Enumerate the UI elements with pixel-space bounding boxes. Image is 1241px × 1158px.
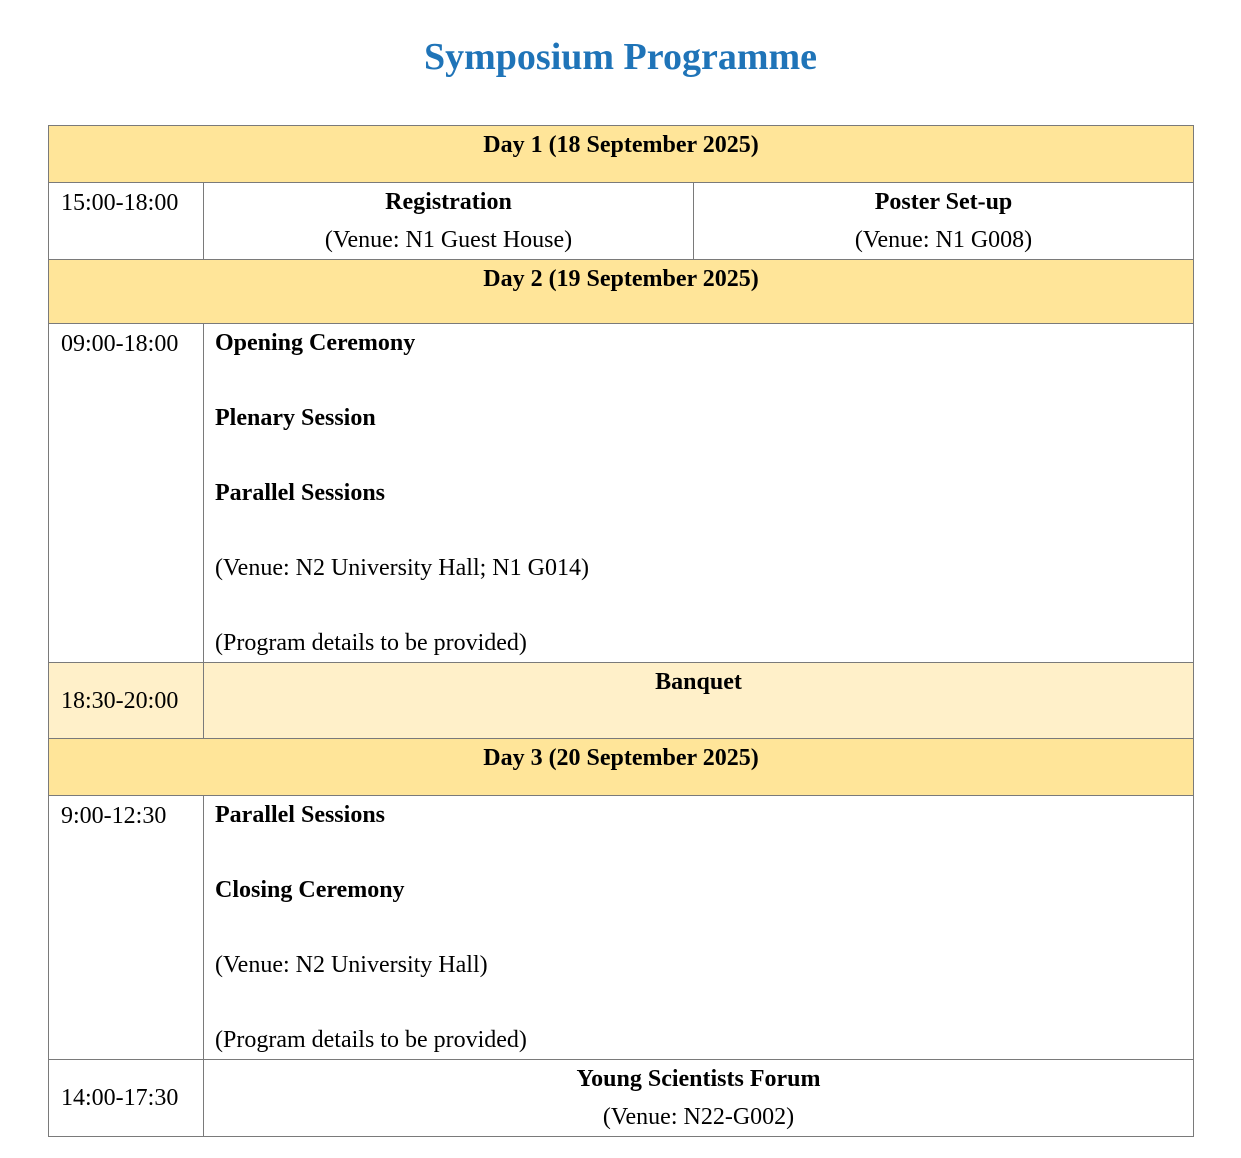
event-title: Plenary Session (215, 405, 376, 431)
event-cell (204, 1060, 1194, 1137)
event-cell (204, 324, 1194, 663)
event-title: Closing Ceremony (215, 877, 405, 903)
event-cell (204, 796, 1194, 1060)
event-cell (204, 183, 694, 260)
event-title: Banquet (204, 663, 1194, 739)
programme-table (48, 125, 1194, 1137)
time-cell: 15:00-18:00 (49, 183, 204, 260)
day-heading: Day 3 (20 September 2025) (49, 739, 1194, 796)
day-heading: Day 2 (19 September 2025) (49, 260, 1194, 324)
schedule-row (49, 663, 1194, 739)
day-heading-row (49, 260, 1194, 324)
event-title: Parallel Sessions (215, 480, 386, 506)
time-cell: 9:00-12:30 (49, 796, 204, 1060)
schedule-row (49, 796, 1194, 1060)
event-title: Parallel Sessions (215, 802, 386, 828)
schedule-row (49, 1060, 1194, 1137)
event-venue: (Venue: N22-G002) (602, 1104, 795, 1130)
day-heading: Day 1 (18 September 2025) (49, 126, 1194, 183)
event-title: Registration (385, 189, 512, 215)
day-heading-row (49, 739, 1194, 796)
time-cell: 18:30-20:00 (49, 663, 204, 739)
event-venue: (Venue: N2 University Hall) (215, 952, 488, 978)
page-title: Symposium Programme (424, 36, 817, 78)
event-note: (Program details to be provided) (215, 1027, 527, 1053)
event-title: Poster Set-up (874, 189, 1013, 215)
event-venue: (Venue: N1 G008) (854, 227, 1033, 253)
event-venue: (Venue: N2 University Hall; N1 G014) (215, 555, 589, 581)
time-cell: 14:00-17:30 (49, 1060, 204, 1137)
time-cell: 09:00-18:00 (49, 324, 204, 663)
event-title: Young Scientists Forum (576, 1066, 821, 1092)
event-note: (Program details to be provided) (215, 630, 527, 656)
event-title: Opening Ceremony (215, 330, 416, 356)
event-cell (694, 183, 1194, 260)
event-venue: (Venue: N1 Guest House) (324, 227, 573, 253)
schedule-row (49, 183, 1194, 260)
schedule-row (49, 324, 1194, 663)
day-heading-row (49, 126, 1194, 183)
